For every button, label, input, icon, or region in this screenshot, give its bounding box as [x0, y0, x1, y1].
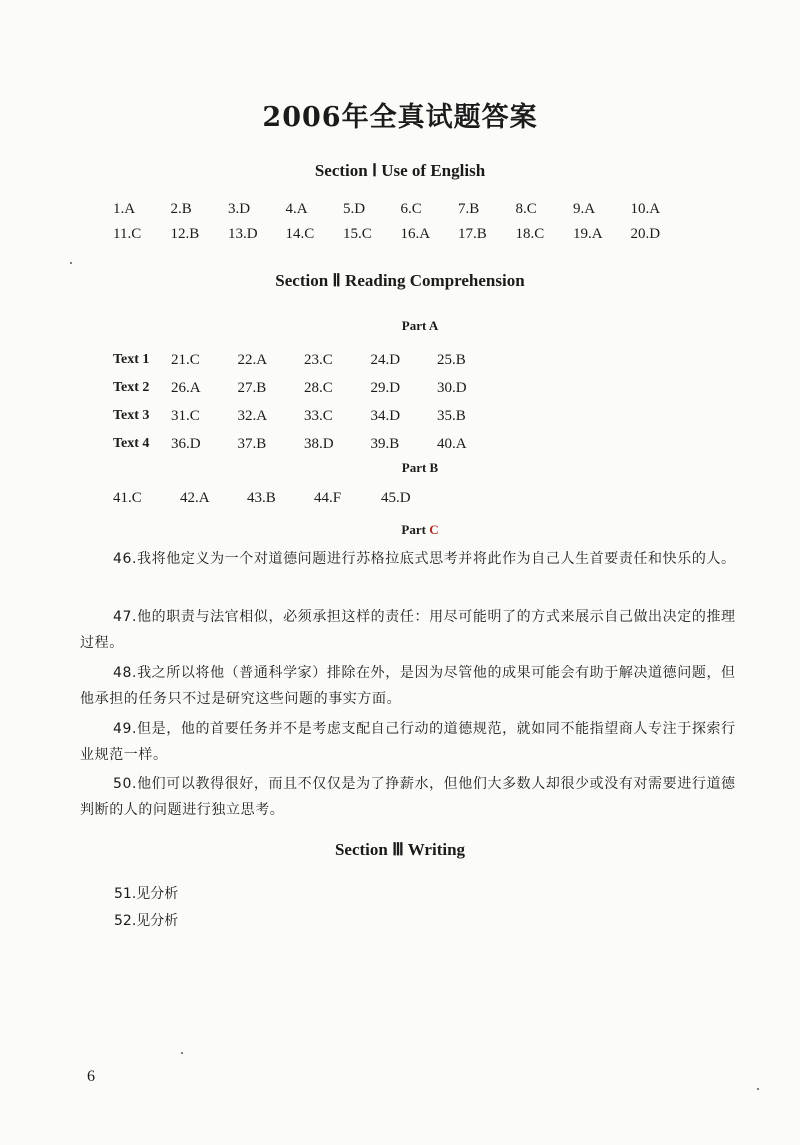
answer-item: 19.A [573, 226, 603, 242]
writing-item-52: 52.见分析 [114, 913, 179, 929]
answer-item: 8.C [515, 201, 537, 217]
answer-item: 43.B [247, 490, 276, 506]
answer-item: 31.C [171, 407, 200, 424]
section-2-heading: Section Ⅱ Reading Comprehension [275, 271, 525, 290]
scan-speck [757, 1088, 759, 1090]
answer-item: 5.D [343, 201, 366, 217]
answer-item: 6.C [400, 201, 422, 217]
answer-item: 33.C [304, 407, 333, 424]
page-number: 6 [87, 1068, 95, 1085]
answer-item: 40.A [437, 435, 467, 452]
writing-item-51: 51.见分析 [114, 886, 179, 902]
translation-50: 50.他们可以教得很好，而且不仅仅是为了挣薪水，但他们大多数人却很少或没有对需要进行道德判断的人的问题进行独立思考。 [80, 776, 736, 818]
answer-item: 30.D [437, 379, 467, 396]
answer-item: 39.B [370, 435, 400, 452]
page-title: 2006年全真试题答案 [262, 102, 538, 133]
text-label: Text 3 [113, 408, 150, 423]
answer-item: 20.D [630, 226, 661, 242]
translation-46: 46.我将他定义为一个对道德问题进行苏格拉底式思考并将此作为自己人生首要责任和快乐的人。 [113, 551, 736, 567]
answer-item: 17.B [458, 226, 487, 242]
answer-item: 28.C [304, 379, 333, 396]
answer-item: 44.F [314, 490, 342, 506]
answer-item: 1.A [113, 201, 136, 217]
answer-item: 15.C [343, 226, 372, 242]
answer-item: 13.D [228, 226, 258, 242]
answer-item: 25.B [437, 351, 466, 368]
answer-item: 18.C [515, 226, 545, 242]
answer-item: 35.B [437, 407, 466, 424]
answer-item: 45.D [381, 490, 411, 506]
section-1-answer-grid [113, 201, 688, 243]
answer-item: 21.C [171, 351, 200, 368]
translation-47: 47.他的职责与法官相似，必须承担这样的责任：用尽可能明了的方式来展示自己做出决定的推理过程。 [80, 609, 736, 651]
answer-item: 16.A [400, 226, 431, 242]
answer-item: 37.B [237, 435, 267, 452]
part-c-heading [0, 522, 800, 538]
answer-item: 22.A [237, 351, 268, 368]
scan-speck [70, 262, 72, 264]
text-label: Text 4 [113, 436, 150, 451]
part-a-heading: Part A [401, 318, 439, 333]
answer-item: 7.B [458, 201, 480, 217]
part-c-heading-main: Part [401, 522, 430, 537]
answer-item: 27.B [237, 379, 267, 396]
part-a-answers [113, 346, 504, 458]
answer-item: 11.C [113, 226, 142, 242]
answer-item: 34.D [370, 407, 401, 424]
scan-speck [181, 1052, 183, 1054]
answer-item: 3.D [228, 201, 251, 217]
section-3-heading: Section Ⅲ Writing [334, 840, 466, 859]
part-c-heading-letter: C [429, 522, 439, 537]
part-b-heading: Part B [401, 460, 439, 475]
translation-49: 49.但是，他的首要任务并不是考虑支配自己行动的道德规范，就如同不能指望商人专注于探索行业规范一样。 [80, 721, 736, 763]
answer-item: 41.C [113, 490, 142, 506]
answer-item: 26.A [171, 379, 201, 396]
answer-item: 23.C [304, 351, 333, 368]
answer-item: 9.A [573, 201, 596, 217]
text-row [113, 402, 504, 430]
answer-item: 29.D [370, 379, 401, 396]
section-1-heading: Section Ⅰ Use of English [314, 161, 486, 180]
answer-item: 12.B [170, 226, 200, 242]
translation-48: 48.我之所以将他（普通科学家）排除在外，是因为尽管他的成果可能会有助于解决道德问题，但他承担的任务只不过是研究这些问题的事实方面。 [80, 665, 736, 707]
text-label: Text 1 [113, 352, 150, 367]
answer-item: 38.D [304, 435, 334, 452]
text-row [113, 430, 504, 458]
text-label: Text 2 [113, 380, 150, 395]
text-row [113, 374, 504, 402]
answer-item: 14.C [285, 226, 315, 242]
answer-item: 2.B [170, 201, 192, 217]
answer-item: 4.A [285, 201, 308, 217]
answer-item: 42.A [180, 490, 210, 506]
part-b-answers [113, 490, 448, 507]
answer-item: 24.D [370, 351, 401, 368]
text-row [113, 346, 504, 374]
answer-item: 32.A [237, 407, 268, 424]
answer-item: 10.A [630, 201, 661, 217]
answer-item: 36.D [171, 435, 201, 452]
